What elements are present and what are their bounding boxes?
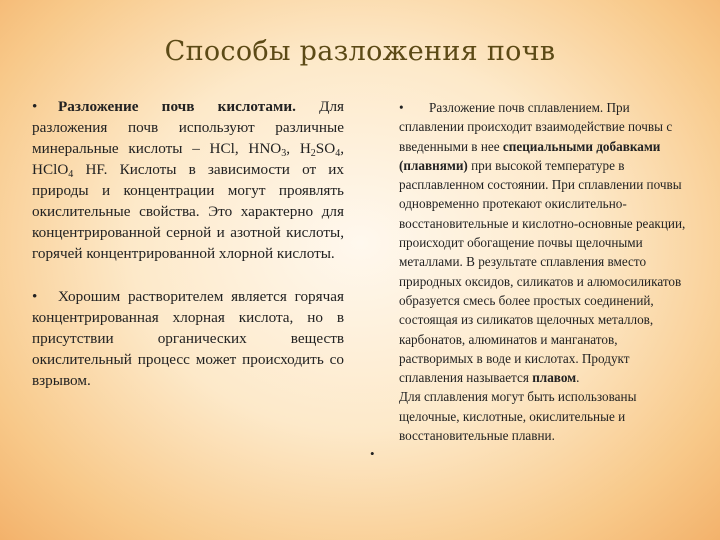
paragraph-acids [32,96,344,264]
bullet: • [32,98,38,115]
acids-heading: Разложение почв кислотами. [58,98,296,115]
acids-text: , H [286,140,311,157]
left-column [32,96,344,413]
fusion-heading: Разложение почв сплавлением. [429,100,604,115]
acids-text: Для разложения почв используют различные минеральные кислоты – HCl, HNO [32,98,345,157]
subscript: 3 [281,148,287,159]
subscript: 4 [68,169,74,180]
bullet: • [32,288,38,305]
subscript: 4 [335,148,341,159]
perchloric-text: Хорошим растворителем является горячая концентрированная хлорная кислота, но в присутствии органических веществ окислительный процесс может происходить со взрывом. [32,288,344,389]
acids-text: , HClO [32,140,345,178]
bullet: • [399,100,404,115]
fusion-text: При сплавлении происходит взаимодействие почвы с введенными в нее [399,100,673,154]
fusion-fluxes-bold: специальными добавками (плавнями) [399,138,661,173]
bullet: • [370,446,375,461]
acids-text: HF. Кислоты в зависимости от их природы и концентрации могут проявлять окислительные свойства. Это характерно для концентрированной серной и азотной кислоты, горячей концентрированной хлорной кислоты. [32,161,344,262]
paragraph-fluxes [399,387,691,445]
acids-text: SO [315,140,336,157]
fusion-text: при высокой температуре в расплавленном состоянии. При сплавлении почвы одновременно протекают окислительно-восстановительные и кислотно-основные реакции, происходит обогащение почвы щелочными металлами. В результате сплавления вместо природных оксидов, силикатов и алюмосиликатов образуется смесь более простых соединений, состоящая из силикатов щелочных металлов, карбонатов, алюминатов и манганатов, растворимых в воде и кислотах. Продукт сплавления называется [399,157,686,386]
paragraph-perchloric [32,286,344,391]
fluxes-text: Для сплавления могут быть использованы щелочные, кислотные, окислительные и восстановительные плавни. [399,389,637,444]
fusion-text: . [576,370,580,386]
subscript: 2 [310,148,316,159]
fusion-melt-bold: плавом [532,370,577,386]
page-title: Способы разложения почв [164,36,556,67]
right-column [399,98,691,445]
paragraph-fusion [399,98,691,387]
